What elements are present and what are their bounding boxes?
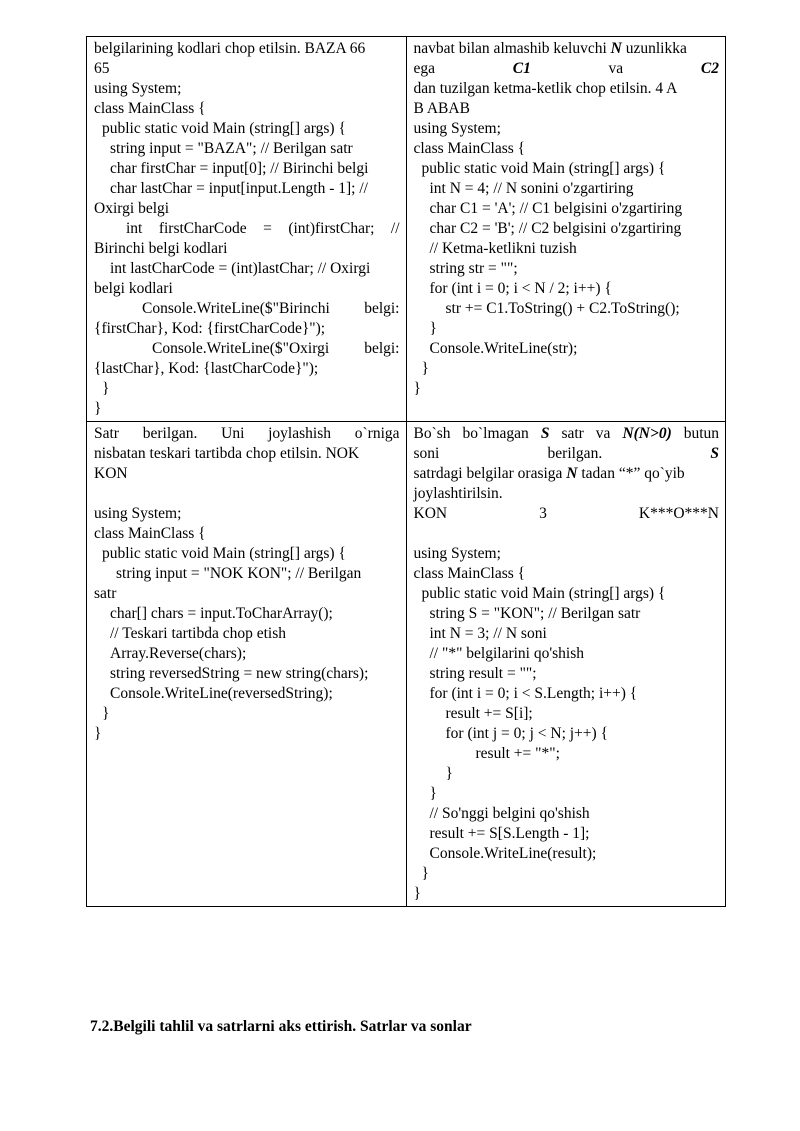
table-row (87, 422, 726, 907)
code-line: int N = 4; // N sonini o'zgartiring (429, 180, 634, 197)
blank-line (414, 524, 720, 544)
code-line: using System; (413, 545, 501, 562)
code-line: string input = "BAZA"; // Berilgan satr (110, 140, 353, 157)
code-line: } (429, 320, 437, 337)
code-line: string result = ""; (429, 665, 537, 682)
code-line: char[] chars = input.ToCharArray(); (110, 605, 333, 622)
code-line: } (102, 705, 110, 722)
code-line: Console.WriteLine($"Birinchi belgi: (142, 300, 400, 317)
code-line: public static void Main (string[] args) { (421, 585, 666, 602)
code-line: result += "*"; (475, 745, 560, 762)
code-line: Oxirgi belgi (94, 200, 170, 217)
task-text: Satr berilgan. Uni joylashish o`rniga (94, 425, 400, 442)
code-line: } (94, 725, 102, 742)
code-line: // So'nggi belgini qo'shish (429, 805, 590, 822)
code-line: class MainClass { (94, 525, 206, 542)
exercise-cell-char-codes (87, 37, 407, 422)
exercise-cell-reverse-string (87, 422, 407, 907)
code-line: using System; (413, 120, 501, 137)
code-line: public static void Main (string[] args) { (102, 120, 346, 137)
exercise-cell-alternating-sequence (406, 37, 726, 422)
code-line: satr (94, 585, 117, 602)
task-text: KON (94, 465, 128, 482)
code-line: } (429, 785, 437, 802)
code-line: {lastChar}, Kod: {lastCharCode}"); (94, 360, 319, 377)
code-line: } (102, 380, 110, 397)
code-line: class MainClass { (413, 565, 526, 582)
code-line: int N = 3; // N soni (429, 625, 547, 642)
code-line: } (445, 765, 453, 782)
code-line: Console.WriteLine($"Oxirgi belgi: (152, 340, 400, 357)
task-text: nisbatan teskari tartibda chop etilsin. NOK (94, 445, 360, 462)
code-line: string S = "KON"; // Berilgan satr (429, 605, 641, 622)
code-line: {firstChar}, Kod: {firstCharCode}"); (94, 320, 326, 337)
task-text: B ABAB (413, 100, 470, 117)
code-line: using System; (94, 80, 182, 97)
code-line: string input = "NOK KON"; // Berilgan (116, 565, 362, 582)
code-line: string str = ""; (429, 260, 518, 277)
code-line: for (int i = 0; i < N / 2; i++) { (429, 280, 612, 297)
code-line: } (94, 400, 102, 417)
code-line: // Teskari tartibda chop etish (110, 625, 286, 642)
code-line: Birinchi belgi kodlari (94, 240, 228, 257)
code-line: class MainClass { (413, 140, 526, 157)
code-line: Array.Reverse(chars); (110, 645, 247, 662)
blank-line (94, 484, 400, 504)
code-line: str += C1.ToString() + C2.ToString(); (445, 300, 680, 317)
code-line: Console.WriteLine(str); (429, 340, 578, 357)
code-line: public static void Main (string[] args) { (421, 160, 666, 177)
table-row (87, 37, 726, 422)
exercise-cell-insert-stars (406, 422, 726, 907)
code-line: using System; (94, 505, 182, 522)
code-line: result += S[S.Length - 1]; (429, 825, 590, 842)
code-line: } (421, 360, 429, 377)
section-heading: 7.2.Belgili tahlil va satrlarni aks ettirish. Satrlar va sonlar (90, 1018, 472, 1035)
task-text: soni berilgan. S (413, 445, 720, 462)
task-text: dan tuzilgan ketma-ketlik chop etilsin. 4 A (413, 80, 678, 97)
code-line: } (413, 885, 421, 902)
code-line: public static void Main (string[] args) { (102, 545, 346, 562)
code-line: for (int j = 0; j < N; j++) { (445, 725, 609, 742)
code-line: int lastCharCode = (int)lastChar; // Oxirgi (110, 260, 371, 277)
code-line: result += S[i]; (445, 705, 533, 722)
exercise-table (86, 36, 726, 907)
task-text: joylashtirilsin. (413, 485, 503, 502)
code-line: for (int i = 0; i < S.Length; i++) { (429, 685, 638, 702)
code-line: Console.WriteLine(result); (429, 845, 597, 862)
code-line: belgi kodlari (94, 280, 173, 297)
code-line: class MainClass { (94, 100, 206, 117)
code-line: char lastChar = input[input.Length - 1]; // (110, 180, 368, 197)
task-text: Bo`sh bo`lmagan S satr va N(N>0) butun (413, 425, 720, 442)
task-text: KON 3 K***O***N (413, 505, 719, 522)
code-line: string reversedString = new string(chars); (110, 665, 369, 682)
code-line: // "*" belgilarini qo'shish (429, 645, 585, 662)
task-text: ega C1 va C2 (413, 60, 719, 77)
task-text: 65 (94, 60, 110, 77)
code-line: char firstChar = input[0]; // Birinchi belgi (110, 160, 369, 177)
code-line: // Ketma-ketlikni tuzish (429, 240, 577, 257)
code-line: } (421, 865, 429, 882)
code-line: char C2 = 'B'; // C2 belgisini o'zgartiring (429, 220, 682, 237)
task-text: navbat bilan almashib keluvchi N uzunlikka (413, 40, 687, 57)
code-line: } (413, 380, 421, 397)
code-line: char C1 = 'A'; // C1 belgisini o'zgartiring (429, 200, 683, 217)
code-line: int firstCharCode = (int)firstChar; // (126, 220, 400, 237)
task-text: satrdagi belgilar orasiga N tadan “*” qo`yib (413, 465, 685, 482)
code-line: Console.WriteLine(reversedString); (110, 685, 333, 702)
task-text: belgilarining kodlari chop etilsin. BAZA 66 (94, 40, 366, 57)
